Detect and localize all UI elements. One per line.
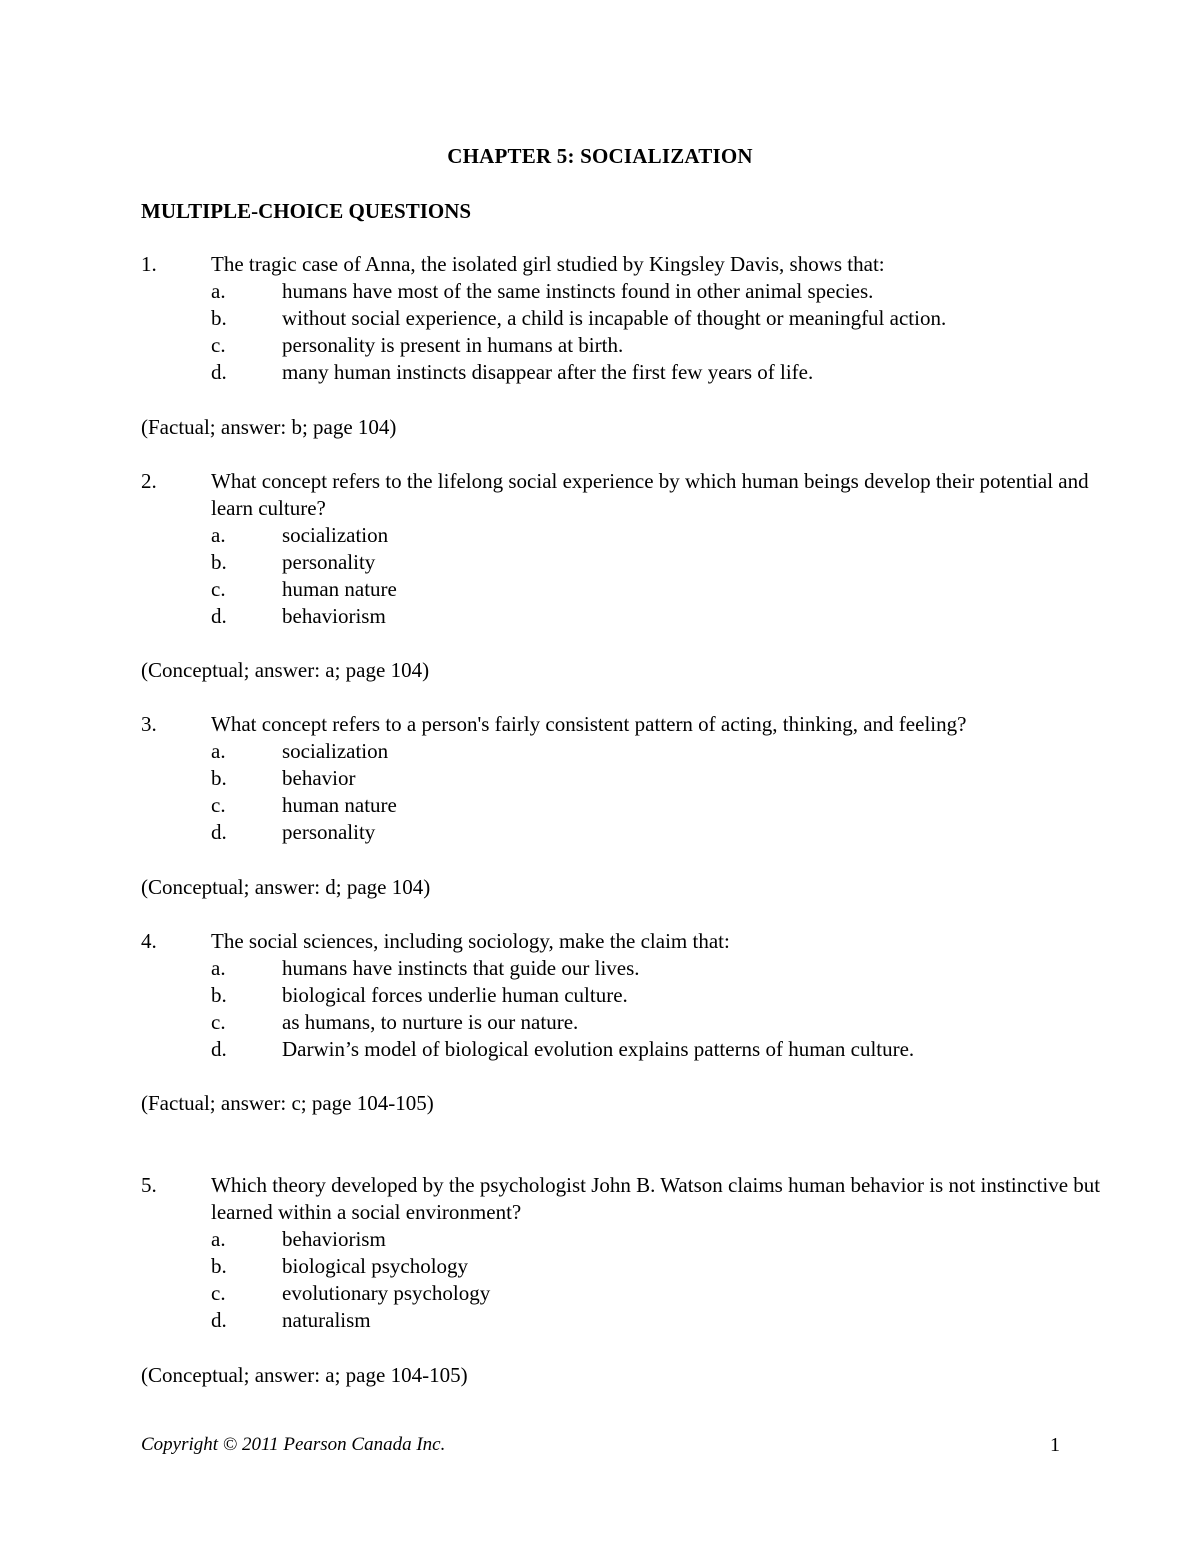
option-a [141,955,1101,982]
option-a [141,1226,1101,1253]
option-b [141,765,1101,792]
option-text: behaviorism [282,1227,386,1251]
option-c [141,792,1101,819]
option-b [141,305,1101,332]
option-text: socialization [282,739,389,763]
option-text: biological psychology [282,1254,469,1278]
question-stem [141,468,1101,522]
answer-note-3: (Conceptual; answer: d; page 104) [141,875,431,899]
answer-note-4: (Factual; answer: c; page 104-105) [141,1091,434,1115]
question-number: 2. [141,469,157,493]
option-letter: c. [211,793,226,817]
section-title: MULTIPLE-CHOICE QUESTIONS [141,199,472,223]
question-stem [141,711,1101,738]
option-letter: a. [211,956,226,980]
footer-copyright: Copyright © 2011 Pearson Canada Inc. [141,1434,446,1455]
option-text: naturalism [282,1308,371,1332]
option-text: personality is present in humans at birth. [282,333,624,357]
page-number: 1 [1050,1434,1060,1456]
option-text: human nature [282,793,397,817]
option-text: personality [282,820,376,844]
question-stem [141,928,1101,955]
option-text: socialization [282,523,389,547]
option-c [141,1009,1101,1036]
option-letter: a. [211,279,226,303]
option-text: Darwin’s model of biological evolution explains patterns of human culture. [282,1037,915,1061]
option-a [141,738,1101,765]
question-number: 3. [141,712,157,736]
option-text: humans have instincts that guide our lives. [282,956,640,980]
option-letter: a. [211,523,226,547]
question-stem [141,251,1101,278]
option-d [141,819,1101,846]
question-text: What concept refers to the lifelong social experience by which human beings develop their potential and learn culture? [211,469,1089,520]
option-text: without social experience, a child is incapable of thought or meaningful action. [282,306,947,330]
option-text: many human instincts disappear after the first few years of life. [282,360,814,384]
option-letter: a. [211,1227,226,1251]
option-letter: d. [211,1037,227,1061]
option-text: behaviorism [282,604,386,628]
question-3 [141,711,1101,846]
option-letter: b. [211,550,227,574]
question-text: The tragic case of Anna, the isolated girl studied by Kingsley Davis, shows that: [211,252,885,276]
option-letter: d. [211,1308,227,1332]
option-text: biological forces underlie human culture. [282,983,628,1007]
option-letter: d. [211,820,227,844]
question-text: The social sciences, including sociology, make the claim that: [211,929,730,953]
answer-note-1: (Factual; answer: b; page 104) [141,415,397,439]
option-text: humans have most of the same instincts found in other animal species. [282,279,874,303]
question-text: What concept refers to a person's fairly consistent pattern of acting, thinking, and feeling? [211,712,967,736]
option-b [141,549,1101,576]
option-list [141,738,1101,846]
question-stem [141,1172,1101,1226]
question-4 [141,928,1101,1063]
option-text: as humans, to nurture is our nature. [282,1010,579,1034]
question-5 [141,1172,1101,1334]
option-letter: d. [211,360,227,384]
option-text: personality [282,550,376,574]
option-letter: c. [211,1010,226,1034]
option-letter: c. [211,1281,226,1305]
option-text: evolutionary psychology [282,1281,491,1305]
option-d [141,359,1101,386]
option-letter: b. [211,1254,227,1278]
chapter-title: CHAPTER 5: SOCIALIZATION [447,144,753,168]
answer-note-2: (Conceptual; answer: a; page 104) [141,658,430,682]
option-c [141,332,1101,359]
question-number: 1. [141,252,157,276]
option-list [141,278,1101,386]
option-list [141,955,1101,1063]
option-text: human nature [282,577,397,601]
question-1 [141,251,1101,386]
option-b [141,1253,1101,1280]
option-letter: b. [211,766,227,790]
option-d [141,603,1101,630]
option-list [141,522,1101,630]
option-letter: a. [211,739,226,763]
question-2 [141,468,1101,630]
option-letter: c. [211,577,226,601]
option-list [141,1226,1101,1334]
option-letter: b. [211,983,227,1007]
option-c [141,576,1101,603]
option-a [141,278,1101,305]
question-text: Which theory developed by the psychologist John B. Watson claims human behavior is not instinctive but learned within a social environment? [211,1173,1101,1224]
option-a [141,522,1101,549]
option-d [141,1036,1101,1063]
option-d [141,1307,1101,1334]
answer-note-5: (Conceptual; answer: a; page 104-105) [141,1363,468,1387]
question-number: 5. [141,1173,157,1197]
option-c [141,1280,1101,1307]
question-number: 4. [141,929,157,953]
option-letter: b. [211,306,227,330]
option-b [141,982,1101,1009]
option-letter: c. [211,333,226,357]
option-letter: d. [211,604,227,628]
option-text: behavior [282,766,356,790]
